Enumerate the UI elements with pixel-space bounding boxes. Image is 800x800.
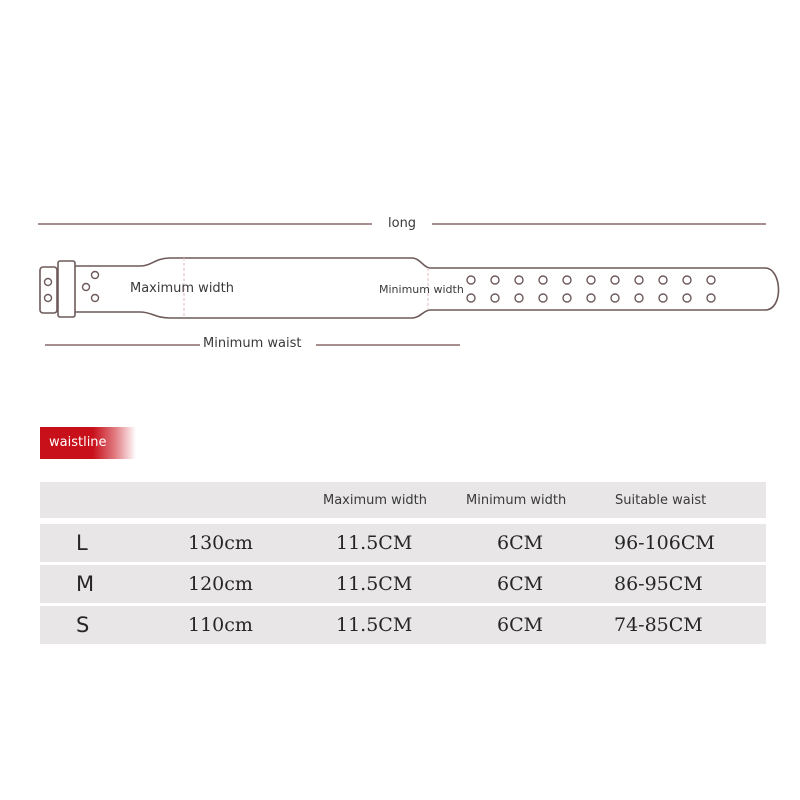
table-row bbox=[40, 606, 766, 644]
belt-holes bbox=[467, 276, 715, 302]
belt-rivet bbox=[92, 295, 99, 302]
buckle-frame bbox=[40, 267, 57, 313]
belt-hole bbox=[635, 294, 643, 302]
length-cell: 130cm bbox=[188, 532, 253, 554]
min-width-cell: 6CM bbox=[497, 532, 544, 554]
suitable-waist-cell: 74-85CM bbox=[614, 614, 703, 636]
belt-hole bbox=[563, 276, 571, 284]
belt-hole bbox=[515, 294, 523, 302]
belt-hole bbox=[707, 294, 715, 302]
buckle-rivet bbox=[45, 279, 52, 286]
belt-hole bbox=[491, 294, 499, 302]
size-cell: S bbox=[76, 613, 90, 637]
belt-hole bbox=[635, 276, 643, 284]
belt-rivet bbox=[92, 272, 99, 279]
table-row bbox=[40, 524, 766, 562]
maximum-width-label: Maximum width bbox=[130, 281, 235, 296]
suitable-waist-cell: 86-95CM bbox=[614, 573, 703, 595]
buckle-rivet bbox=[45, 295, 52, 302]
waistline-tag bbox=[40, 427, 136, 459]
suitable-waist-cell: 96-106CM bbox=[614, 532, 715, 554]
header-minimum-width: Minimum width bbox=[466, 492, 567, 508]
belt-hole bbox=[611, 294, 619, 302]
max-width-cell: 11.5CM bbox=[336, 573, 413, 595]
belt-hole bbox=[683, 276, 691, 284]
belt-hole bbox=[563, 294, 571, 302]
length-cell: 120cm bbox=[188, 573, 253, 595]
header-suitable-waist: Suitable waist bbox=[615, 492, 707, 508]
belt-hole bbox=[707, 276, 715, 284]
length-cell: 110cm bbox=[188, 614, 253, 636]
belt-rivet bbox=[83, 284, 90, 291]
long-label: long bbox=[388, 216, 417, 231]
belt-hole bbox=[539, 276, 547, 284]
buckle-bar bbox=[58, 261, 75, 317]
belt-hole bbox=[491, 276, 499, 284]
min-width-cell: 6CM bbox=[497, 614, 544, 636]
belt-hole bbox=[611, 276, 619, 284]
header-maximum-width: Maximum width bbox=[323, 492, 428, 508]
belt-hole bbox=[467, 294, 475, 302]
min-width-cell: 6CM bbox=[497, 573, 544, 595]
max-width-cell: 11.5CM bbox=[336, 614, 413, 636]
belt-hole bbox=[659, 276, 667, 284]
belt-hole bbox=[659, 294, 667, 302]
belt-hole bbox=[467, 276, 475, 284]
waistline-tag-label: waistline bbox=[49, 435, 107, 450]
belt-hole bbox=[587, 276, 595, 284]
minimum-waist-label: Minimum waist bbox=[203, 336, 302, 351]
table-row bbox=[40, 565, 766, 603]
belt-hole bbox=[539, 294, 547, 302]
max-width-cell: 11.5CM bbox=[336, 532, 413, 554]
size-cell: M bbox=[76, 572, 95, 596]
size-table-header bbox=[40, 482, 766, 518]
belt-hole bbox=[515, 276, 523, 284]
belt-hole bbox=[683, 294, 691, 302]
minimum-width-label: Minimum width bbox=[379, 283, 464, 296]
size-cell: L bbox=[76, 531, 88, 555]
belt-hole bbox=[587, 294, 595, 302]
